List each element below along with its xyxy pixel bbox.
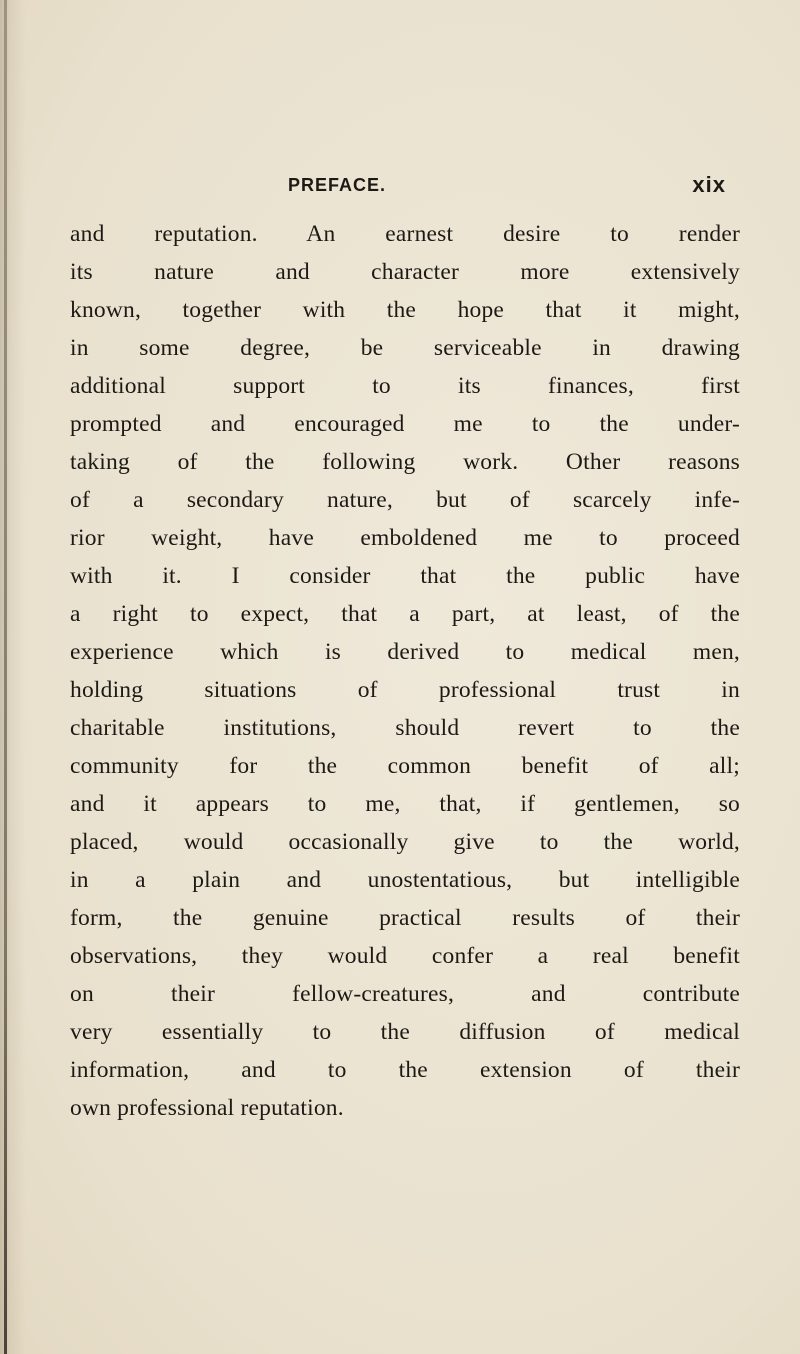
text-line: experience which is derived to medical men, (70, 639, 740, 665)
page-header (70, 172, 730, 199)
text-line: community for the common benefit of all; (70, 753, 740, 779)
text-line: known, together with the hope that it might, (70, 297, 740, 323)
text-line: observations, they would confer a real benefit (70, 943, 740, 969)
text-line: very essentially to the diffusion of medical (70, 1019, 740, 1045)
text-line: a right to expect, that a part, at least, of the (70, 601, 740, 627)
text-line: rior weight, have emboldened me to proceed (70, 525, 740, 551)
text-line: charitable institutions, should revert to the (70, 715, 740, 741)
text-line: additional support to its finances, first (70, 373, 740, 399)
text-line: own professional reputation. (70, 1095, 344, 1121)
running-head: PREFACE. (288, 175, 387, 195)
text-line: holding situations of professional trust in (70, 677, 740, 703)
text-line: in some degree, be serviceable in drawing (70, 335, 740, 361)
text-line: form, the genuine practical results of their (70, 905, 740, 931)
text-line: and reputation. An earnest desire to render (70, 221, 740, 247)
text-line: with it. I consider that the public have (70, 563, 740, 589)
binding-gutter (4, 0, 7, 1354)
text-line: taking of the following work. Other reasons (70, 449, 740, 475)
text-line: placed, would occasionally give to the world, (70, 829, 740, 855)
text-line: information, and to the extension of their (70, 1057, 740, 1083)
text-line: prompted and encouraged me to the under- (70, 411, 740, 437)
body-text (70, 215, 740, 1127)
page-number: xix (692, 172, 726, 197)
text-line: its nature and character more extensively (70, 259, 740, 285)
text-line: on their fellow-creatures, and contribute (70, 981, 740, 1007)
text-line: of a secondary nature, but of scarcely infe- (70, 487, 740, 513)
text-line: and it appears to me, that, if gentlemen, so (70, 791, 740, 817)
text-line: in a plain and unostentatious, but intelligible (70, 867, 740, 893)
